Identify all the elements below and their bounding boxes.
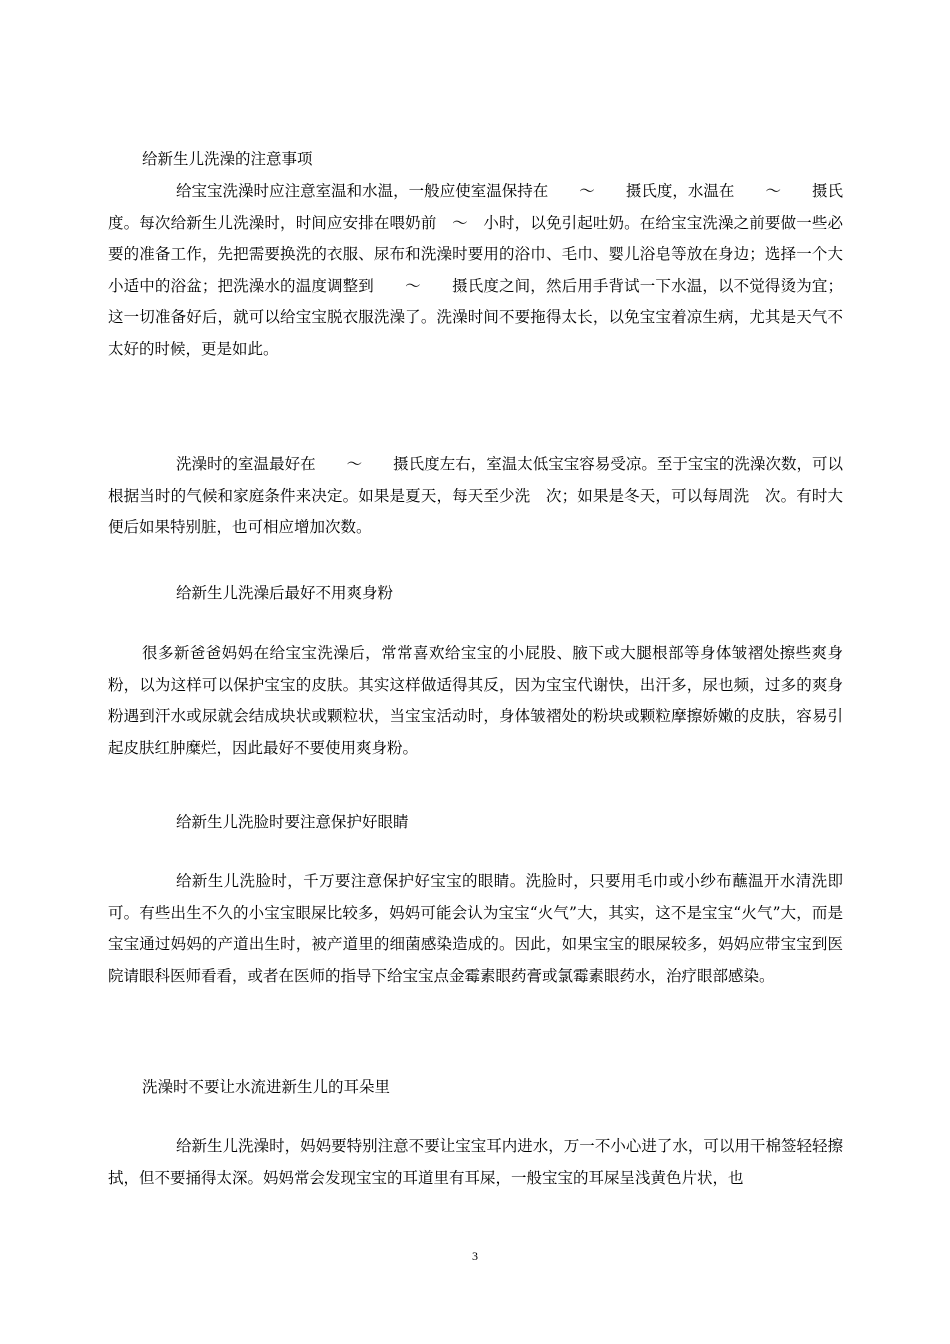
paragraph-bath-frequency: 洗澡时的室温最好在 ～ 摄氏度左右，室温太低宝宝容易受凉。至于宝宝的洗澡次数，可以根据当时的气候和家庭条件来决定。如果是夏天，每天至少洗 次；如果是冬天，可以每周洗 次。有时大便后如果特别脏，也可相应增加次数。 (108, 455, 843, 536)
paragraph-talcum-powder: 很多新爸爸妈妈在给宝宝洗澡后，常常喜欢给宝宝的小屁股、腋下或大腿根部等身体皱褶处擦些爽身粉，以为这样可以保护宝宝的皮肤。其实这样做适得其反，因为宝宝代谢快，出汗多，尿也频，过多的爽身粉遇到汗水或尿就会结成块状或颗粒状，当宝宝活动时，身体皱褶处的粉块或颗粒摩擦娇嫩的皮肤，容易引起皮肤红肿糜烂，因此最好不要使用爽身粉。 (108, 644, 843, 757)
section-heading-ear-care: 洗澡时不要让水流进新生儿的耳朵里 (142, 1078, 391, 1096)
paragraph-bath-temperature: 给宝宝洗澡时应注意室温和水温，一般应使室温保持在 ～ 摄氏度，水温在 ～ 摄氏度。每次给新生儿洗澡时，时间应安排在喂奶前 ～ 小时，以免引起吐奶。在给宝宝洗澡之前要做一些必要的准备工作，先把需要换洗的衣服、尿布和洗澡时要用的浴巾、毛巾、婴儿浴皂等放在身边；选择一个大小适中的浴盆；把洗澡水的温度调整到 ～ 摄氏度之间，然后用手背试一下水温，以不觉得烫为宜；这一切准备好后，就可以给宝宝脱衣服洗澡了。洗澡时间不要拖得太长，以免宝宝着凉生病，尤其是天气不太好的时候，更是如此。 (108, 182, 843, 358)
page-number: 3 (472, 1249, 478, 1263)
paragraph-eye-care: 给新生儿洗脸时，千万要注意保护好宝宝的眼睛。洗脸时，只要用毛巾或小纱布蘸温开水清洗即可。有些出生不久的小宝宝眼屎比较多，妈妈可能会认为宝宝“火气”大，其实，这不是宝宝“火气”大，而是宝宝通过妈妈的产道出生时，被产道里的细菌感染造成的。因此，如果宝宝的眼屎较多，妈妈应带宝宝到医院请眼科医师看看，或者在医师的指导下给宝宝点金霉素眼药膏或氯霉素眼药水，治疗眼部感染。 (108, 872, 843, 985)
section-heading-bath-notes: 给新生儿洗澡的注意事项 (142, 150, 313, 168)
paragraph-ear-care: 给新生儿洗澡时，妈妈要特别注意不要让宝宝耳内进水，万一不小心进了水，可以用干棉签轻轻擦拭，但不要捅得太深。妈妈常会发现宝宝的耳道里有耳屎，一般宝宝的耳屎呈浅黄色片状，也 (108, 1137, 843, 1187)
section-heading-talcum-powder: 给新生儿洗澡后最好不用爽身粉 (176, 584, 394, 602)
section-heading-eye-care: 给新生儿洗脸时要注意保护好眼睛 (176, 813, 409, 831)
